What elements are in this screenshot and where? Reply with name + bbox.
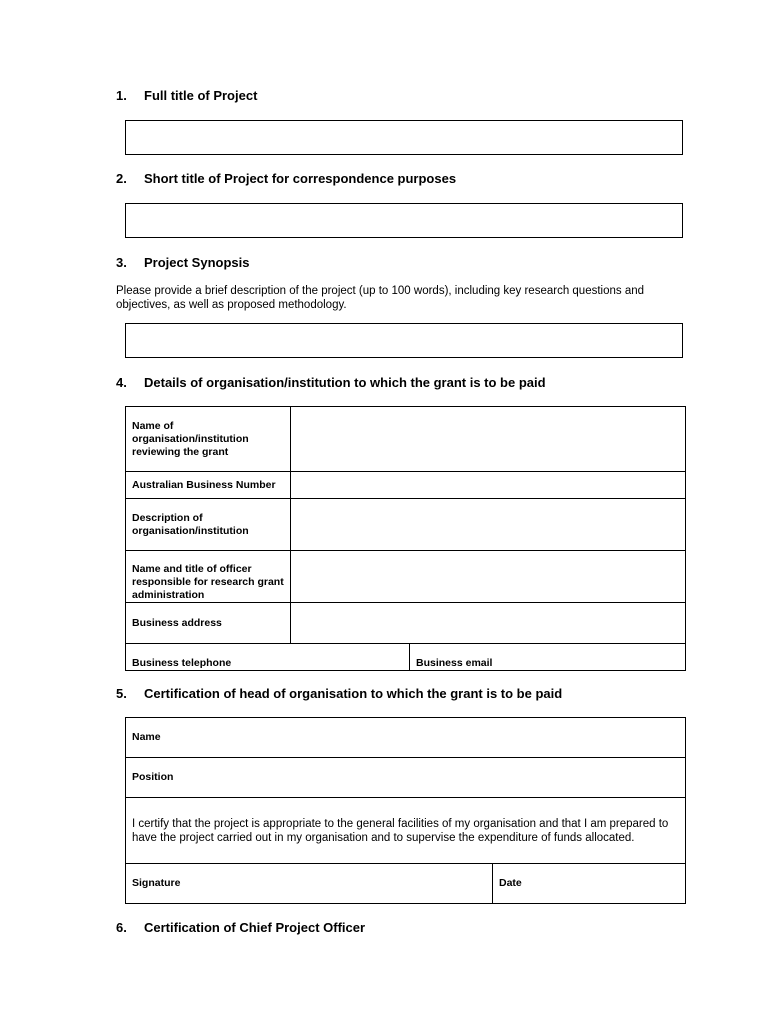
certification-statement: I certify that the project is appropriate to the general facilities of my organisation and that I am prepared to have the project carried out in my organisation and to supervise the expenditure of funds allocated. bbox=[126, 798, 686, 864]
officer-label: Name and title of officer responsible for research grant administration bbox=[126, 551, 291, 603]
section-title: Certification of head of organisation to which the grant is to be paid bbox=[144, 686, 563, 701]
org-description-field[interactable] bbox=[291, 499, 686, 551]
business-email-label: Business email bbox=[416, 657, 493, 669]
section-1-heading bbox=[116, 88, 257, 103]
business-address-label: Business address bbox=[126, 603, 291, 644]
section-3-heading bbox=[116, 255, 249, 270]
section-number: 1. bbox=[116, 88, 127, 103]
abn-label: Australian Business Number bbox=[126, 472, 291, 499]
section-number: 6. bbox=[116, 920, 127, 935]
organisation-details-table bbox=[125, 406, 686, 671]
section-number: 3. bbox=[116, 255, 127, 270]
section-title: Full title of Project bbox=[144, 88, 258, 103]
short-title-field[interactable] bbox=[125, 203, 683, 238]
section-number: 2. bbox=[116, 171, 127, 186]
cert-position-field[interactable] bbox=[126, 758, 686, 798]
cert-name-label: Name bbox=[132, 731, 161, 743]
org-name-label: Name of organisation/institution reviewing the grant bbox=[126, 407, 291, 472]
section-2-heading bbox=[116, 171, 456, 186]
section-4-heading bbox=[116, 375, 546, 390]
section-number: 4. bbox=[116, 375, 127, 390]
org-description-label: Description of organisation/institution bbox=[126, 499, 291, 551]
cert-name-field[interactable] bbox=[126, 718, 686, 758]
head-certification-table bbox=[125, 717, 686, 904]
officer-field[interactable] bbox=[291, 551, 686, 603]
business-address-field[interactable] bbox=[291, 603, 686, 644]
full-title-field[interactable] bbox=[125, 120, 683, 155]
date-label: Date bbox=[499, 877, 522, 889]
section-title: Details of organisation/institution to which the grant is to be paid bbox=[144, 375, 546, 390]
section-title: Short title of Project for correspondence purposes bbox=[144, 171, 457, 186]
business-telephone-label: Business telephone bbox=[132, 657, 232, 669]
date-field[interactable] bbox=[493, 864, 686, 904]
business-telephone-field[interactable] bbox=[126, 644, 410, 671]
signature-field[interactable] bbox=[126, 864, 493, 904]
synopsis-field[interactable] bbox=[125, 323, 683, 358]
business-email-field[interactable] bbox=[410, 644, 686, 671]
section-5-heading bbox=[116, 686, 562, 701]
signature-label: Signature bbox=[132, 877, 181, 889]
cert-position-label: Position bbox=[132, 771, 174, 783]
section-title: Project Synopsis bbox=[144, 255, 250, 270]
section-number: 5. bbox=[116, 686, 127, 701]
org-name-field[interactable] bbox=[291, 407, 686, 472]
section-6-heading bbox=[116, 920, 365, 935]
section-title: Certification of Chief Project Officer bbox=[144, 920, 366, 935]
synopsis-instructions: Please provide a brief description of the project (up to 100 words), including key research questions and objectives, as well as proposed methodology. bbox=[116, 285, 645, 311]
abn-field[interactable] bbox=[291, 472, 686, 499]
